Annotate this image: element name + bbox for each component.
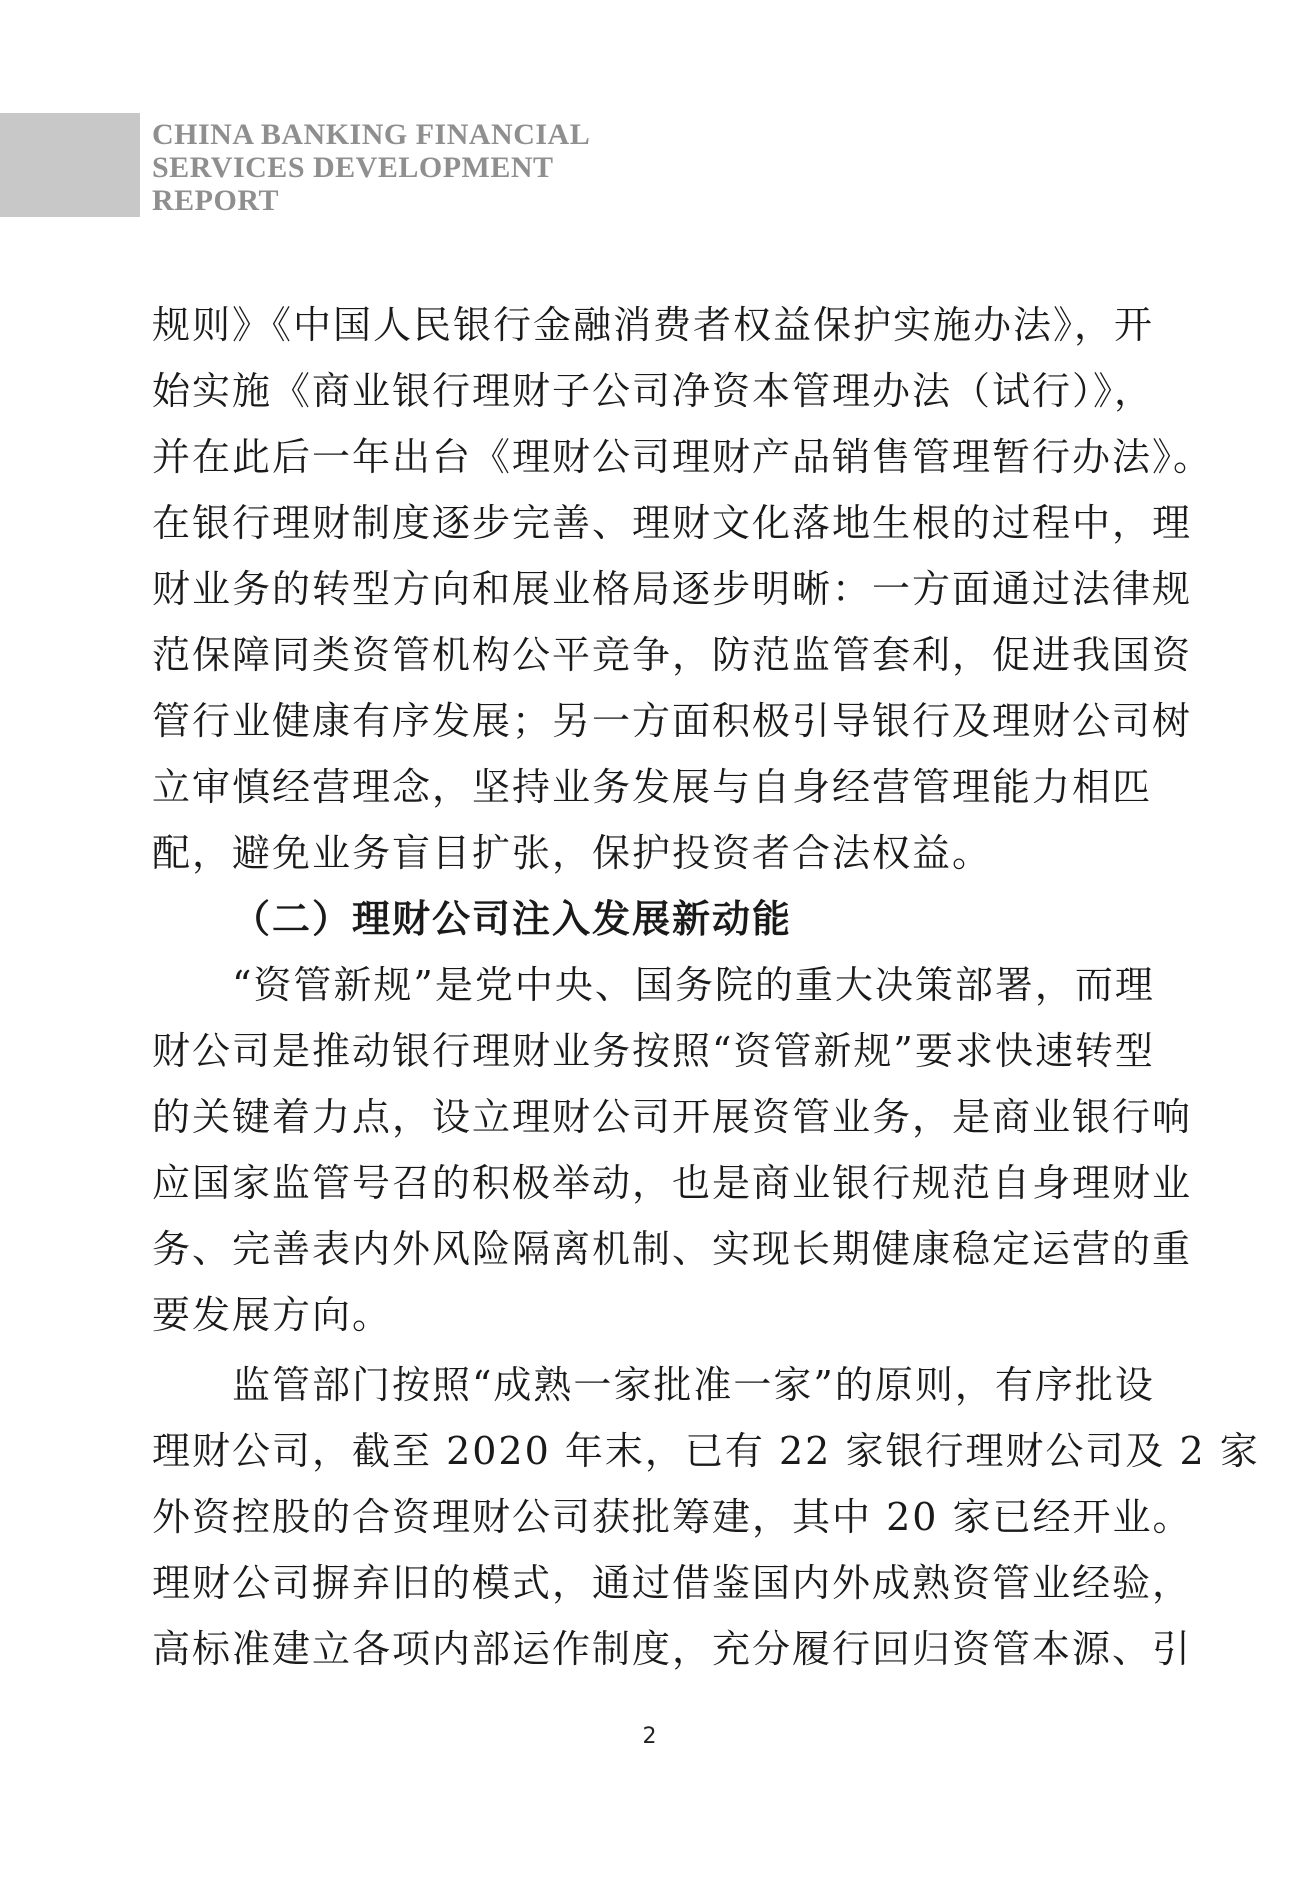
paragraph-3 [152,1352,1260,1682]
text-line: 财公司是推动银行理财业务按照“资管新规”要求快速转型 [152,1029,1155,1073]
text-line: 配，避免业务盲目扩张，保护投资者合法权益。 [152,831,993,875]
page-number: 2 [642,1724,657,1749]
text-line: 外资控股的合资理财公司获批筹建，其中 20 家已经开业。 [152,1495,1193,1539]
text-line: 范保障同类资管机构公平竞争，防范监管套利，促进我国资 [152,633,1193,677]
text-line: 始实施《商业银行理财子公司净资本管理办法（试行）》， [152,369,1155,413]
text-line: 理财公司摒弃旧的模式，通过借鉴国内外成熟资管业经验， [152,1561,1193,1605]
text-line: 务、完善表内外风险隔离机制、实现长期健康稳定运营的重 [152,1227,1193,1271]
text-line: 并在此后一年出台《理财公司理财产品销售管理暂行办法》。 [152,435,1214,479]
section-heading: （二）理财公司注入发展新动能 [232,897,793,941]
header-gray-block [0,113,140,217]
text-line: 规则》《中国人民银行金融消费者权益保护实施办法》，开 [152,303,1155,347]
text-line: 要发展方向。 [152,1293,393,1337]
text-line: 在银行理财制度逐步完善、理财文化落地生根的过程中，理 [152,501,1193,545]
body-text [152,292,1260,1682]
header-title-line: SERVICES DEVELOPMENT [152,151,554,184]
header-title-line: CHINA BANKING FINANCIAL [152,118,591,151]
paragraph-2 [152,952,1193,1348]
text-line: 应国家监管号召的积极举动，也是商业银行规范自身理财业 [152,1161,1193,1205]
text-line: 监管部门按照“成熟一家批准一家”的原则，有序批设 [232,1363,1155,1407]
text-line: 理财公司，截至 2020 年末，已有 22 家银行理财公司及 2 家 [152,1429,1260,1473]
text-line: 立审慎经营理念，坚持业务发展与自身经营管理能力相匹 [152,765,1153,809]
text-line: 管行业健康有序发展；另一方面积极引导银行及理财公司树 [152,699,1193,743]
text-line: “资管新规”是党中央、国务院的重大决策部署，而理 [232,963,1155,1007]
text-line: 高标准建立各项内部运作制度，充分履行回归资管本源、引 [152,1627,1193,1671]
report-header-title [152,118,590,217]
header-title-line: REPORT [152,184,279,217]
paragraph-1 [152,292,1214,886]
text-line: 的关键着力点，设立理财公司开展资管业务，是商业银行响 [152,1095,1193,1139]
text-line: 财业务的转型方向和展业格局逐步明晰：一方面通过法律规 [152,567,1193,611]
